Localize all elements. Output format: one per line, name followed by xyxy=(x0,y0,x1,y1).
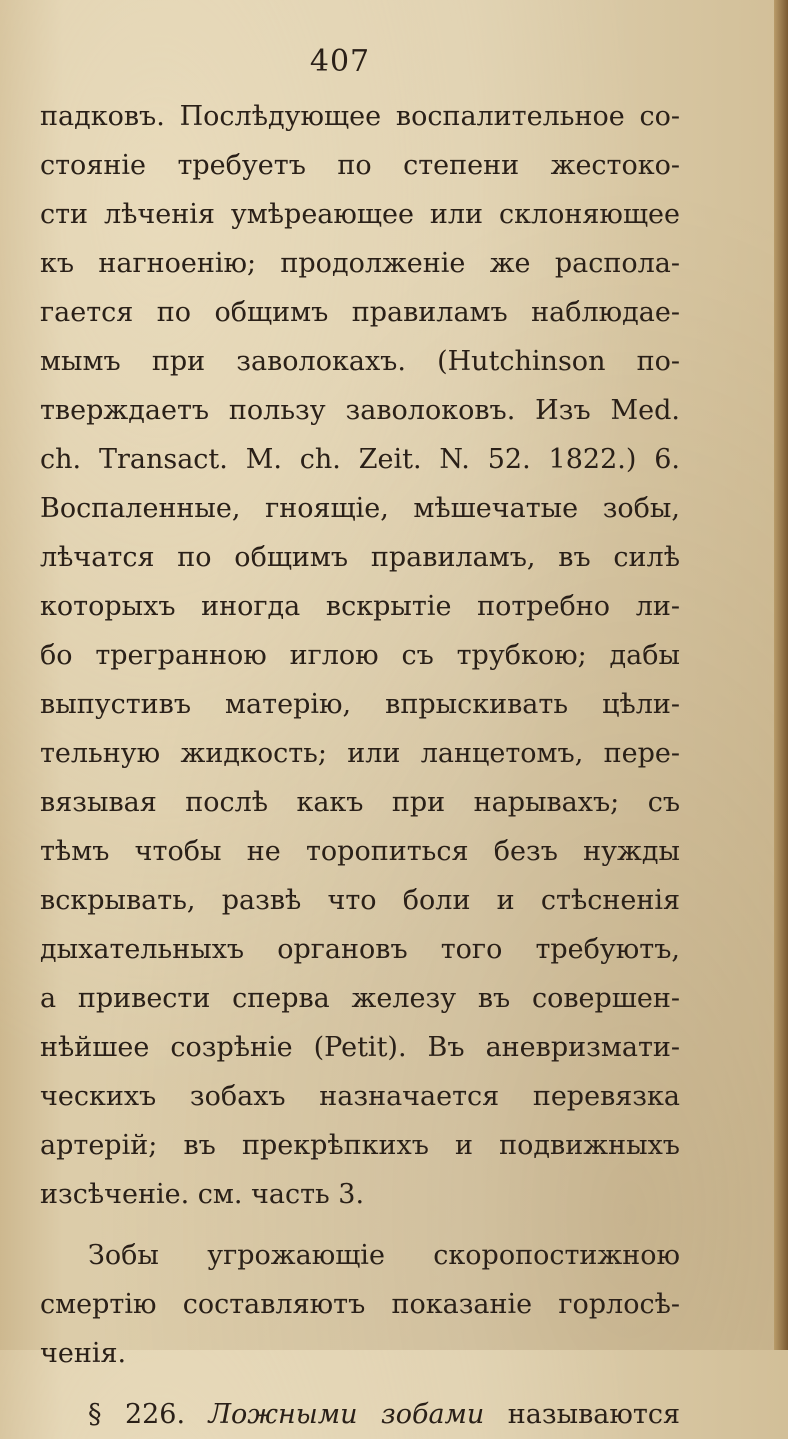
text-line: падковъ. Послѣдующее воспалительное со- xyxy=(40,101,680,132)
text-line: сти лѣченія умѣреающее или склоняющее xyxy=(40,199,680,230)
text-line: артерій; въ прекрѣпкихъ и подвижныхъ xyxy=(40,1130,680,1161)
text-fragment: называются xyxy=(507,1399,680,1430)
text-line: тѣмъ чтобы не торопиться безъ нужды xyxy=(40,836,680,867)
text-line: Воспаленные, гноящіе, мѣшечатые зобы, xyxy=(40,493,680,524)
paragraph-3 xyxy=(40,1390,680,1439)
text-line: мымъ при заволокахъ. (Hutchinson по- xyxy=(40,346,680,377)
text-line: смертію составляютъ показаніе горлосѣ- xyxy=(40,1289,680,1320)
text-line: бо трегранною иглою съ трубкою; дабы xyxy=(40,640,680,671)
text-line: ченія. xyxy=(40,1338,127,1369)
page-edge xyxy=(774,0,788,1350)
text-line: тверждаетъ пользу заволоковъ. Изъ Med. xyxy=(40,395,680,426)
text-line: нѣйшее созрѣніе (Petit). Въ аневризмати- xyxy=(40,1032,680,1063)
text-line: Зобы угрожающіе скоропостижною xyxy=(88,1240,680,1271)
text-line: изсѣченіе. см. часть 3. xyxy=(40,1179,365,1210)
text-line: которыхъ иногда вскрытіе потребно ли- xyxy=(40,591,680,622)
text-block xyxy=(40,92,680,1439)
paragraph-2 xyxy=(40,1231,680,1378)
text-line: къ нагноенію; продолженіе же распола- xyxy=(40,248,680,279)
text-line: стояніе требуетъ по степени жестоко- xyxy=(40,150,680,181)
italic-term: Ложными зобами xyxy=(208,1399,485,1430)
text-line xyxy=(40,1390,680,1439)
paragraph-gap xyxy=(40,1378,680,1390)
text-line: выпустивъ матерію, впрыскивать цѣли- xyxy=(40,689,680,720)
text-line: дыхательныхъ органовъ того требуютъ, xyxy=(40,934,680,965)
text-line: вязывая послѣ какъ при нарывахъ; съ xyxy=(40,787,680,818)
section-mark: § 226. xyxy=(88,1399,186,1430)
page-number: 407 xyxy=(309,44,371,79)
text-line: ческихъ зобахъ назначается перевязка xyxy=(40,1081,680,1112)
paragraph-1 xyxy=(40,92,680,1219)
text-line: лѣчатся по общимъ правиламъ, въ силѣ xyxy=(40,542,680,573)
text-line: гается по общимъ правиламъ наблюдае- xyxy=(40,297,680,328)
paragraph-gap xyxy=(40,1219,680,1231)
text-line: ch. Transact. M. ch. Zeit. N. 52. 1822.) 6. xyxy=(40,444,680,475)
text-line: тельную жидкость; или ланцетомъ, пере- xyxy=(40,738,680,769)
text-line: а привести сперва железу въ совершен- xyxy=(40,983,680,1014)
text-line: вскрывать, развѣ что боли и стѣсненія xyxy=(40,885,680,916)
